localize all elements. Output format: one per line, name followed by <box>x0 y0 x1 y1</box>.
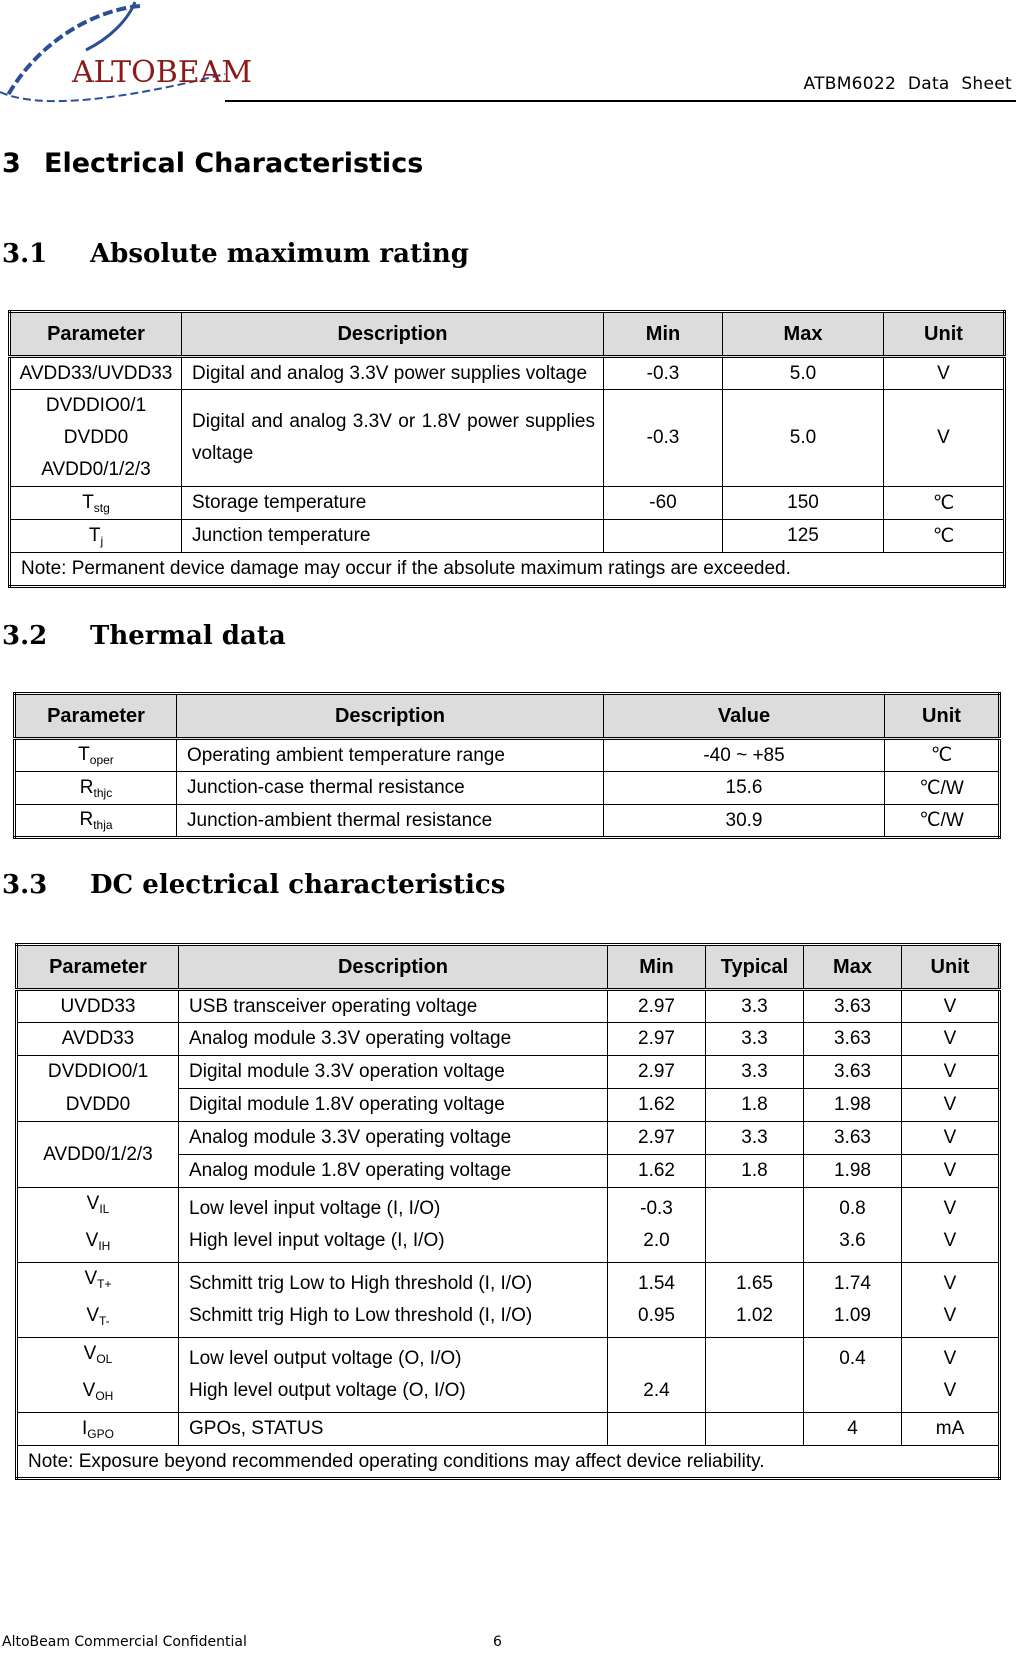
cell-typ: 1.65 1.02 <box>706 1263 804 1338</box>
cell-desc: Analog module 3.3V operating voltage <box>179 1023 608 1056</box>
cell-desc: GPOs, STATUS <box>179 1413 608 1446</box>
cell-min: 2.97 <box>608 1056 706 1089</box>
cell-typ: 3.3 <box>706 1056 804 1089</box>
cell-max: 3.63 <box>804 990 902 1023</box>
dc-characteristics-table <box>15 943 1001 1480</box>
cell-desc: Junction-case thermal resistance <box>177 772 604 805</box>
cell-unit: mA <box>902 1413 1000 1446</box>
cell-param: $I_{GPO}$ <box>17 1413 179 1446</box>
cell-max: 125 <box>723 520 884 553</box>
cell-desc: Digital and analog 3.3V power supplies voltage <box>182 357 604 390</box>
cell-param: $R_{thja}$ <box>15 805 177 838</box>
cell-typ <box>706 1338 804 1413</box>
cell-param: $V_{IL}$ $V_{IH}$ <box>17 1188 179 1263</box>
cell-max: 0.4 <box>804 1338 902 1413</box>
cell-min: 2.4 <box>608 1338 706 1413</box>
footer-confidential: AltoBeam Commercial Confidential <box>2 1634 247 1650</box>
cell-param: DVDDIO0/1 <box>17 1056 179 1089</box>
cell-desc: USB transceiver operating voltage <box>179 990 608 1023</box>
cell-param: AVDD0/1/2/3 <box>17 1122 179 1188</box>
col-description: Description <box>177 694 604 739</box>
cell-desc: Schmitt trig Low to High threshold (I, I/O) Schmitt trig High to Low threshold (I, I/O) <box>179 1263 608 1338</box>
cell-desc: Junction temperature <box>182 520 604 553</box>
cell-max: 150 <box>723 487 884 520</box>
cell-typ: 3.3 <box>706 1023 804 1056</box>
cell-max: 3.63 <box>804 1056 902 1089</box>
cell-max: 1.74 1.09 <box>804 1263 902 1338</box>
cell-desc: Analog module 3.3V operating voltage <box>179 1122 608 1155</box>
cell-param: $T_j$ <box>10 520 182 553</box>
cell-desc: Analog module 1.8V operating voltage <box>179 1155 608 1188</box>
col-description: Description <box>179 945 608 990</box>
col-typical: Typical <box>706 945 804 990</box>
table-row <box>17 1122 1000 1155</box>
cell-unit: V <box>902 990 1000 1023</box>
header-rule <box>225 100 1016 102</box>
table-row <box>17 1413 1000 1446</box>
cell-param: $V_{T+}$ $V_{T-}$ <box>17 1263 179 1338</box>
col-min: Min <box>604 312 723 357</box>
document-title: ATBM6022 Data Sheet <box>803 74 1012 94</box>
cell-unit: V V <box>902 1338 1000 1413</box>
cell-unit: ℃/W <box>885 805 1000 838</box>
cell-param: AVDD33 <box>17 1023 179 1056</box>
cell-min: 1.54 0.95 <box>608 1263 706 1338</box>
section-3-heading: 3 Electrical Characteristics <box>2 148 424 179</box>
cell-typ: 1.8 <box>706 1089 804 1122</box>
cell-param: $V_{OL}$ $V_{OH}$ <box>17 1338 179 1413</box>
table-row <box>17 1188 1000 1263</box>
table-row <box>10 520 1005 553</box>
table-note: Note: Permanent device damage may occur if the absolute maximum ratings are exceeded. <box>10 553 1005 587</box>
table-row <box>17 1338 1000 1413</box>
cell-unit: ℃ <box>884 520 1005 553</box>
section-3-3-heading: 3.3 DC electrical characteristics <box>2 870 506 900</box>
col-value: Value <box>604 694 885 739</box>
cell-unit: V <box>902 1122 1000 1155</box>
cell-param: $T_{stg}$ <box>10 487 182 520</box>
table-note-row <box>10 553 1005 587</box>
cell-value: -40 ~ +85 <box>604 739 885 772</box>
cell-unit: V V <box>902 1263 1000 1338</box>
cell-typ <box>706 1413 804 1446</box>
cell-unit: ℃ <box>885 739 1000 772</box>
table-header-row <box>10 312 1005 357</box>
cell-unit: V <box>902 1089 1000 1122</box>
cell-param: UVDD33 <box>17 990 179 1023</box>
section-3-1-heading: 3.1 Absolute maximum rating <box>2 239 469 269</box>
table-row <box>15 739 1000 772</box>
table-header-row <box>17 945 1000 990</box>
cell-unit: V V <box>902 1188 1000 1263</box>
cell-min: 2.97 <box>608 1122 706 1155</box>
col-parameter: Parameter <box>17 945 179 990</box>
absolute-max-table <box>8 310 1006 588</box>
cell-value: 15.6 <box>604 772 885 805</box>
cell-value: 30.9 <box>604 805 885 838</box>
col-description: Description <box>182 312 604 357</box>
table-row <box>17 1023 1000 1056</box>
cell-max: 1.98 <box>804 1155 902 1188</box>
cell-desc: Operating ambient temperature range <box>177 739 604 772</box>
table-row <box>15 772 1000 805</box>
cell-desc: Digital module 3.3V operation voltage <box>179 1056 608 1089</box>
cell-min: 2.97 <box>608 1023 706 1056</box>
cell-min: 1.62 <box>608 1089 706 1122</box>
cell-max: 5.0 <box>723 390 884 487</box>
cell-param: DVDDIO0/1 DVDD0 AVDD0/1/2/3 <box>10 390 182 487</box>
cell-typ: 1.8 <box>706 1155 804 1188</box>
table-row <box>17 990 1000 1023</box>
cell-typ: 3.3 <box>706 990 804 1023</box>
col-parameter: Parameter <box>15 694 177 739</box>
table-row <box>17 1089 1000 1122</box>
col-parameter: Parameter <box>10 312 182 357</box>
col-max: Max <box>804 945 902 990</box>
cell-desc: Junction-ambient thermal resistance <box>177 805 604 838</box>
section-3-2-heading: 3.2 Thermal data <box>2 621 286 651</box>
cell-param: $T_{oper}$ <box>15 739 177 772</box>
svg-text:ALTOBEAM: ALTOBEAM <box>72 55 253 90</box>
cell-typ: 3.3 <box>706 1122 804 1155</box>
cell-max: 3.63 <box>804 1023 902 1056</box>
cell-param: AVDD33/UVDD33 <box>10 357 182 390</box>
cell-max: 1.98 <box>804 1089 902 1122</box>
altobeam-logo <box>0 0 253 110</box>
cell-desc: Low level input voltage (I, I/O) High level input voltage (I, I/O) <box>179 1188 608 1263</box>
cell-typ <box>706 1188 804 1263</box>
table-row <box>10 390 1005 487</box>
col-max: Max <box>723 312 884 357</box>
cell-min: -0.3 2.0 <box>608 1188 706 1263</box>
table-row <box>10 357 1005 390</box>
cell-param: DVDD0 <box>17 1089 179 1122</box>
cell-min: 1.62 <box>608 1155 706 1188</box>
col-unit: Unit <box>884 312 1005 357</box>
cell-unit: V <box>884 357 1005 390</box>
cell-min <box>604 520 723 553</box>
col-unit: Unit <box>902 945 1000 990</box>
cell-unit: V <box>884 390 1005 487</box>
cell-unit: ℃/W <box>885 772 1000 805</box>
table-header-row <box>15 694 1000 739</box>
cell-min: -0.3 <box>604 390 723 487</box>
cell-max: 0.8 3.6 <box>804 1188 902 1263</box>
table-note: Note: Exposure beyond recommended operating conditions may affect device reliability. <box>17 1446 1000 1479</box>
col-min: Min <box>608 945 706 990</box>
cell-desc: Low level output voltage (O, I/O) High level output voltage (O, I/O) <box>179 1338 608 1413</box>
table-row <box>10 487 1005 520</box>
table-note-row <box>17 1446 1000 1479</box>
thermal-data-table <box>13 692 1001 839</box>
cell-unit: ℃ <box>884 487 1005 520</box>
cell-min <box>608 1413 706 1446</box>
cell-unit: V <box>902 1056 1000 1089</box>
col-unit: Unit <box>885 694 1000 739</box>
cell-max: 5.0 <box>723 357 884 390</box>
cell-min: -60 <box>604 487 723 520</box>
table-row <box>17 1263 1000 1338</box>
table-row <box>17 1056 1000 1089</box>
cell-desc: Digital module 1.8V operating voltage <box>179 1089 608 1122</box>
cell-min: 2.97 <box>608 990 706 1023</box>
cell-min: -0.3 <box>604 357 723 390</box>
cell-max: 4 <box>804 1413 902 1446</box>
cell-param: $R_{thjc}$ <box>15 772 177 805</box>
page-number: 6 <box>493 1634 502 1650</box>
cell-desc: Storage temperature <box>182 487 604 520</box>
table-row <box>15 805 1000 838</box>
cell-desc: Digital and analog 3.3V or 1.8V power supplies voltage <box>182 390 604 487</box>
cell-max: 3.63 <box>804 1122 902 1155</box>
cell-unit: V <box>902 1023 1000 1056</box>
cell-unit: V <box>902 1155 1000 1188</box>
